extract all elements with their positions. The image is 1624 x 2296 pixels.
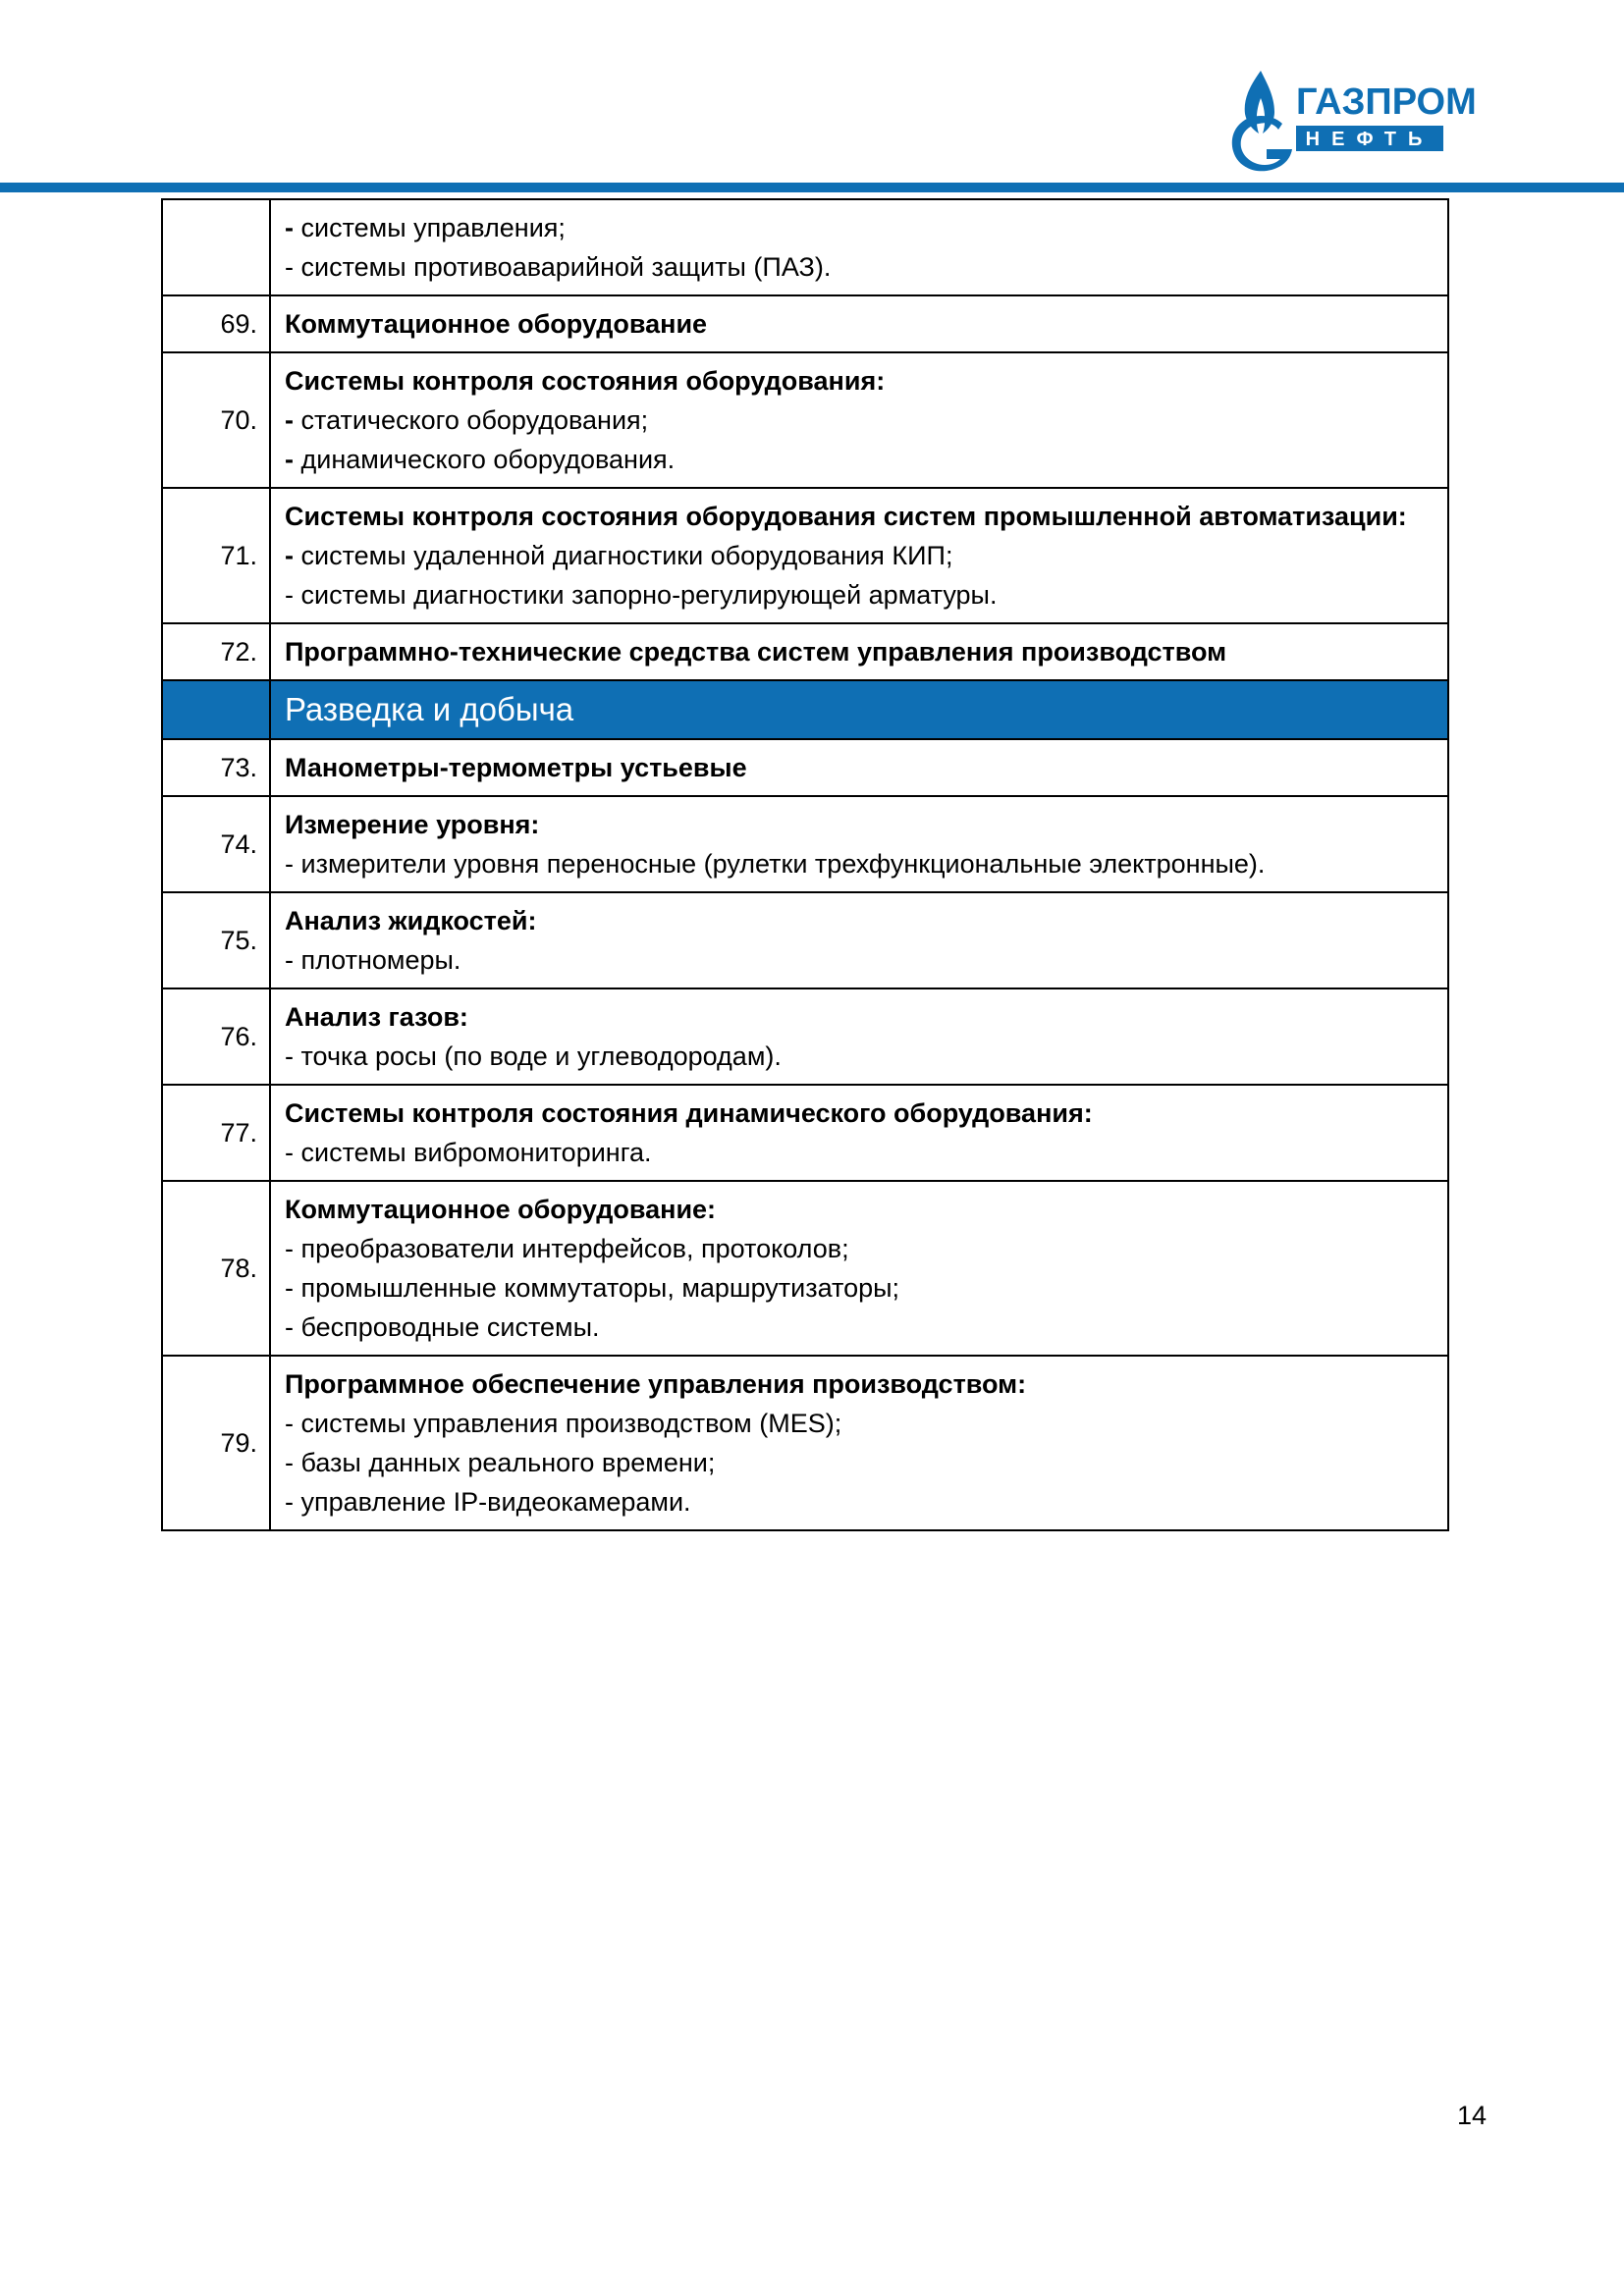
row-number: 69.: [162, 295, 270, 352]
row-title: Программно-технические средства систем управления производством: [285, 637, 1227, 667]
row-title: Коммутационное оборудование: [285, 309, 708, 339]
row-number: 71.: [162, 488, 270, 623]
row-number: 79.: [162, 1356, 270, 1530]
row-content: Системы контроля состояния оборудования систем промышленной автоматизации: - системы удаленной диагностики оборудования КИП; - системы диагностики запорно-регулирующей арматуры.: [270, 488, 1448, 623]
row-title: Анализ жидкостей:: [285, 906, 537, 935]
list-item: - системы управления производством (MES);: [285, 1409, 842, 1438]
row-title: Системы контроля состояния оборудования систем промышленной автоматизации:: [285, 502, 1407, 531]
header-rule: [0, 183, 1624, 192]
row-content: Системы контроля состояния оборудования: - статического оборудования; - динамического оборудования.: [270, 352, 1448, 488]
row-number: [162, 199, 270, 295]
table-row: [162, 739, 1448, 796]
row-content: [270, 892, 1448, 988]
list-item: - системы вибромониторинга.: [285, 1138, 652, 1167]
row-content: [270, 199, 1448, 295]
list-item: системы удаленной диагностики оборудования КИП;: [300, 541, 953, 570]
list-item: - управление IP-видеокамерами.: [285, 1487, 691, 1517]
row-content: [270, 988, 1448, 1085]
row-title: Анализ газов:: [285, 1002, 468, 1032]
list-item: - базы данных реального времени;: [285, 1448, 716, 1477]
row-number: 75.: [162, 892, 270, 988]
row-content: [270, 1085, 1448, 1181]
list-item: - беспроводные системы.: [285, 1312, 600, 1342]
row-number: 73.: [162, 739, 270, 796]
table-row: [162, 623, 1448, 680]
list-item: - точка росы (по воде и углеводородам).: [285, 1041, 782, 1071]
list-item: - системы диагностики запорно-регулирующей арматуры.: [285, 580, 998, 610]
list-item: системы управления;: [300, 213, 566, 242]
table-row: [162, 988, 1448, 1085]
table-row: [162, 352, 1448, 488]
list-item: статического оборудования;: [300, 405, 649, 435]
list-item: - измерители уровня переносные (рулетки трехфункциональные электронные).: [285, 849, 1266, 879]
list-item: - плотномеры.: [285, 945, 461, 975]
row-title: Системы контроля состояния динамического оборудования:: [285, 1098, 1093, 1128]
table-row: [162, 1356, 1448, 1530]
row-title: Измерение уровня:: [285, 810, 540, 839]
section-title: Разведка и добыча: [270, 680, 1448, 739]
gazprom-neft-logo: [1221, 65, 1477, 175]
row-number: 78.: [162, 1181, 270, 1356]
page-number: 14: [1457, 2101, 1488, 2130]
row-title: Коммутационное оборудование:: [285, 1195, 717, 1224]
list-item: - промышленные коммутаторы, маршрутизаторы;: [285, 1273, 900, 1303]
bold-dash: -: [285, 213, 301, 242]
list-item: - преобразователи интерфейсов, протоколов;: [285, 1234, 849, 1263]
list-item: - системы противоаварийной защиты (ПАЗ).: [285, 252, 832, 282]
row-number: 77.: [162, 1085, 270, 1181]
row-content: [270, 295, 1448, 352]
table-row: [162, 199, 1448, 295]
row-content: [270, 739, 1448, 796]
row-number: 70.: [162, 352, 270, 488]
svg-text:НЕФТЬ: НЕФТЬ: [1305, 129, 1435, 150]
table-row: [162, 1085, 1448, 1181]
row-number: 76.: [162, 988, 270, 1085]
row-content: [270, 796, 1448, 892]
list-item: динамического оборудования.: [300, 445, 676, 474]
row-title: Манометры-термометры устьевые: [285, 753, 747, 782]
row-content: [270, 1356, 1448, 1530]
row-title: Программное обеспечение управления производством:: [285, 1369, 1027, 1399]
row-content: [270, 623, 1448, 680]
row-content: [270, 1181, 1448, 1356]
table-row: [162, 892, 1448, 988]
row-number: 74.: [162, 796, 270, 892]
table-row: [162, 295, 1448, 352]
svg-text:ГАЗПРОМ: ГАЗПРОМ: [1296, 81, 1477, 123]
section-header-row: [162, 680, 1448, 739]
table-row: [162, 796, 1448, 892]
table-row: [162, 1181, 1448, 1356]
row-title: Системы контроля состояния оборудования:: [285, 366, 886, 396]
row-number: 72.: [162, 623, 270, 680]
equipment-table: [161, 198, 1449, 1531]
table-row: [162, 488, 1448, 623]
